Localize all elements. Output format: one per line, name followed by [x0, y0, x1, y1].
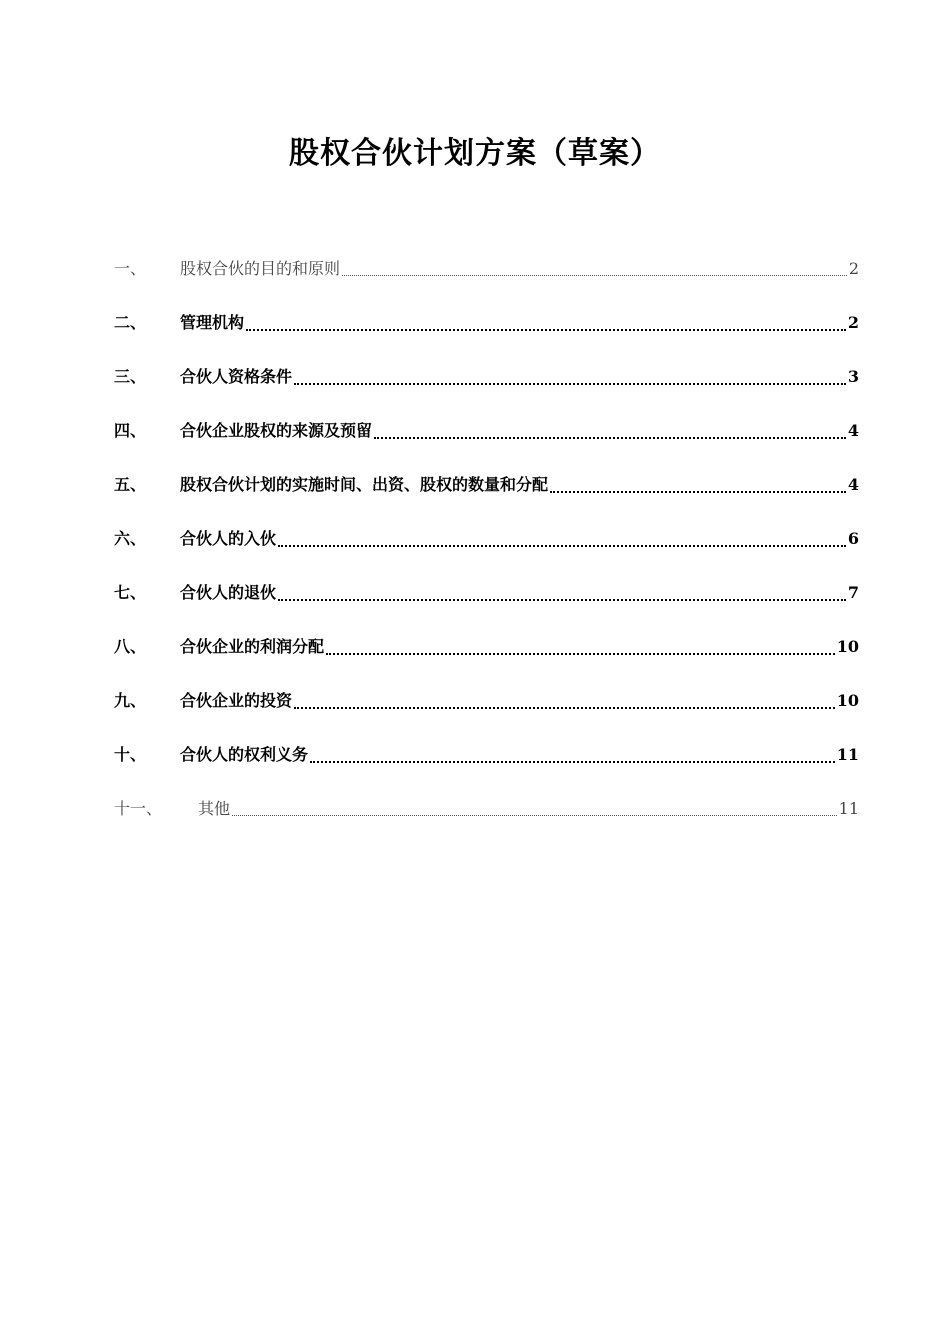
toc-entry-number: 九、: [114, 691, 147, 710]
toc-entry-6[interactable]: [114, 523, 859, 577]
toc-entry-number: 四、: [114, 421, 147, 440]
toc-dot-leader: [232, 793, 837, 816]
toc-entry-title: 合伙企业的投资: [180, 691, 293, 710]
toc-entry-title: 合伙人资格条件: [180, 367, 293, 386]
toc-entry-page: 4: [847, 475, 859, 494]
toc-entry-2[interactable]: [114, 307, 859, 361]
toc-entry-page: 6: [847, 529, 859, 548]
table-of-contents: [114, 253, 859, 847]
toc-entry-11[interactable]: [114, 793, 859, 847]
toc-entry-number: 一、: [114, 259, 147, 278]
toc-entry-5[interactable]: [114, 469, 859, 523]
toc-dot-leader: [278, 523, 846, 547]
toc-entry-7[interactable]: [114, 577, 859, 631]
toc-entry-title: 合伙企业股权的来源及预留: [180, 421, 373, 440]
toc-entry-3[interactable]: [114, 361, 859, 415]
toc-entry-page: 10: [836, 637, 859, 656]
toc-entry-page: 11: [838, 799, 859, 818]
toc-entry-page: 2: [847, 313, 859, 332]
toc-dot-leader: [326, 631, 835, 655]
toc-dot-leader: [246, 307, 846, 331]
toc-entry-title: 合伙企业的利润分配: [180, 637, 325, 656]
toc-dot-leader: [342, 253, 847, 276]
toc-entry-number: 五、: [114, 475, 147, 494]
toc-entry-number: 六、: [114, 529, 147, 548]
toc-entry-page: 3: [847, 367, 859, 386]
toc-entry-page: 11: [836, 745, 859, 764]
toc-entry-number: 十、: [114, 745, 147, 764]
toc-entry-1[interactable]: [114, 253, 859, 307]
toc-dot-leader: [310, 739, 835, 763]
toc-entry-number: 二、: [114, 313, 147, 332]
toc-entry-number: 八、: [114, 637, 147, 656]
page-title: 股权合伙计划方案（草案）: [289, 136, 661, 171]
toc-entry-10[interactable]: [114, 739, 859, 793]
toc-entry-title: 股权合伙的目的和原则: [180, 259, 341, 278]
toc-entry-title: 合伙人的退伙: [180, 583, 277, 602]
toc-entry-4[interactable]: [114, 415, 859, 469]
toc-entry-page: 2: [848, 259, 859, 278]
toc-entry-title: 其他: [198, 799, 231, 818]
toc-entry-title: 股权合伙计划的实施时间、出资、股权的数量和分配: [180, 475, 549, 494]
toc-entry-9[interactable]: [114, 685, 859, 739]
toc-entry-number: 十一、: [114, 799, 163, 818]
toc-dot-leader: [294, 685, 835, 709]
toc-entry-number: 七、: [114, 583, 147, 602]
toc-dot-leader: [294, 361, 846, 385]
toc-entry-number: 三、: [114, 367, 147, 386]
toc-entry-8[interactable]: [114, 631, 859, 685]
toc-dot-leader: [374, 415, 846, 439]
toc-entry-page: 7: [847, 583, 859, 602]
toc-dot-leader: [278, 577, 846, 601]
toc-dot-leader: [550, 469, 846, 493]
toc-entry-page: 10: [836, 691, 859, 710]
toc-entry-page: 4: [847, 421, 859, 440]
toc-entry-title: 合伙人的权利义务: [180, 745, 309, 764]
toc-entry-title: 管理机构: [180, 313, 245, 332]
toc-entry-title: 合伙人的入伙: [180, 529, 277, 548]
